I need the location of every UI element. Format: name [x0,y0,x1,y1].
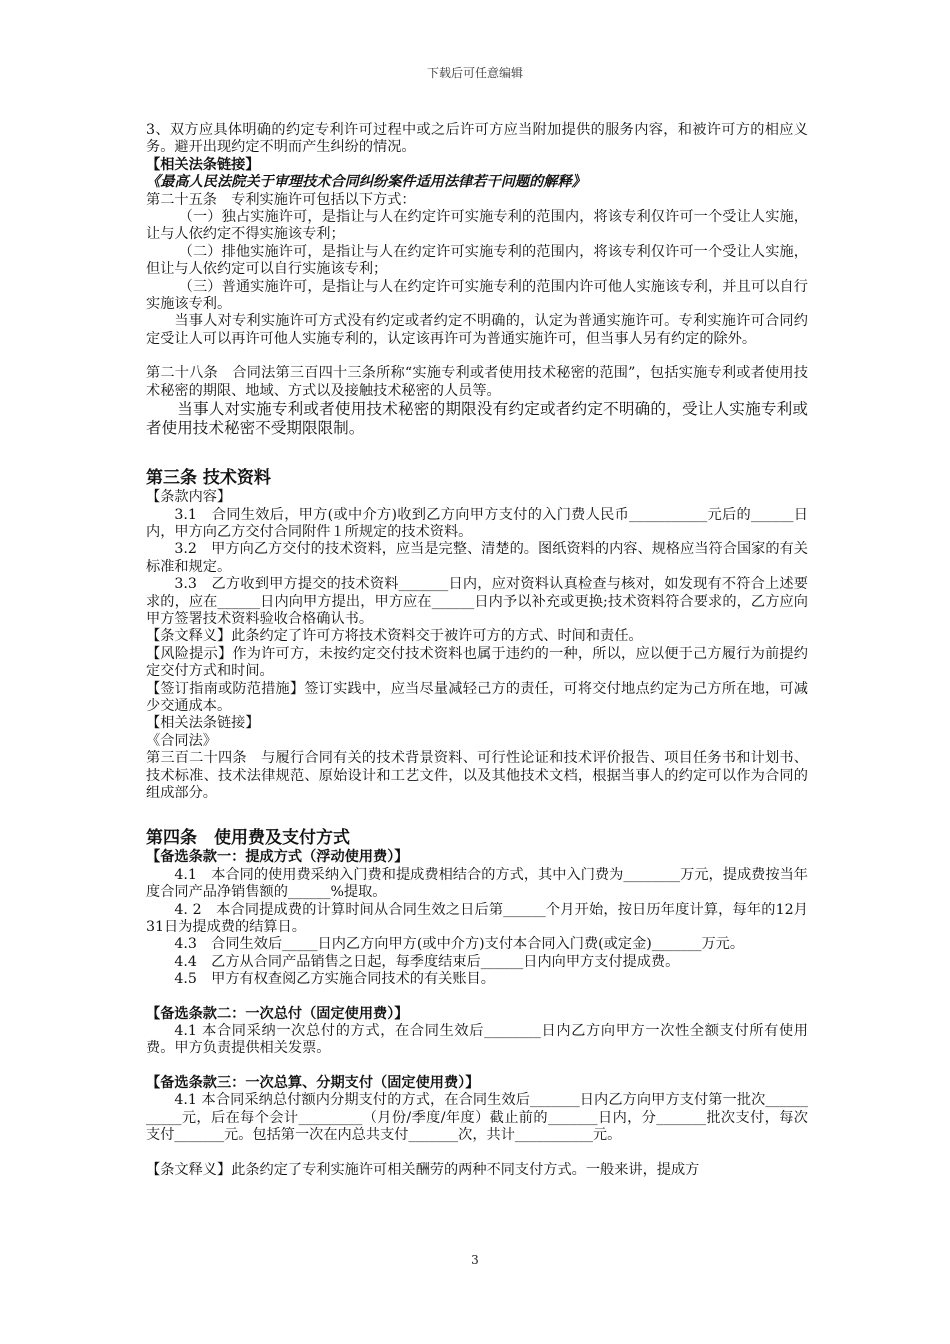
document-body [146,122,808,1179]
paragraph: 【风险提示】作为许可方，未按约定交付技术资料也属于违约的一种，所以，应以便于己方履行为前提约定交付方式和时间。 [146,645,808,680]
paragraph: 第二十五条 专利实施许可包括以下方式： [146,191,416,208]
paragraph: 当事人对专利实施许可方式没有约定或者约定不明确的，认定为普通实施许可。专利实施许可合同约定受让人可以再许可他人实施专利的，认定该再许可为普通实施许可，但当事人另有约定的除外。 [146,313,808,347]
page-number: 3 [471,1253,479,1267]
paragraph: （一）独占实施许可，是指让与人在约定许可实施专利的范围内，将该专利仅许可一个受让人实施，让与人依约定不得实施该专利； [146,209,808,243]
article-title: 第三条 技术资料 [146,468,271,489]
paragraph: 4.4 乙方从合同产品销售之日起，每季度结束后______日内向甲方支付提成费。 [174,953,680,970]
law-title: 《最高人民法院关于审理技术合同纠纷案件适用法律若干问题的解释》 [146,174,586,191]
paragraph: 3.2 甲方向乙方交付的技术资料，应当是完整、清楚的。图纸资料的内容、规格应当符合国家的有关标准和规定。 [146,541,808,575]
section-label: 【相关法条链接】 [146,715,260,732]
paragraph: 4.5 甲方有权查阅乙方实施合同技术的有关账目。 [174,971,495,988]
option-title: 【备选条款二：一次总付（固定使用费）】 [146,1005,409,1022]
paragraph: 【签订指南或防范措施】签订实践中，应当尽量减轻己方的责任，可将交付地点约定为己方所在地，可减少交通成本。 [146,680,808,714]
article-title: 第四条 使用费及支付方式 [146,828,350,849]
paragraph: 【条文释义】此条约定了许可方将技术资料交于被许可方的方式、时间和责任。 [146,628,643,645]
page-header: 下载后可任意编辑 [426,66,523,80]
paragraph: 【条文释义】此条约定了专利实施许可相关酬劳的两种不同支付方式。一般来讲，提成方 [146,1161,700,1178]
section-label: 【相关法条链接】 [146,156,260,173]
paragraph: 4.1 本合同采纳总付额内分期支付的方式，在合同生效后_______日内乙方向甲方支付第一批次___________元，后在每个会计_________（月份/季度/年度）截止前的_______日内，分_______批次支付，每次支付_______元。包括第一次在内总共支付_______次，共计___________元。 [146,1092,808,1144]
paragraph: 4.1 本合同采纳一次总付的方式，在合同生效后________日内乙方向甲方一次性全额支付所有使用费。甲方负责提供相关发票。 [146,1023,808,1057]
option-title: 【备选条款三：一次总算、分期支付（固定使用费）】 [146,1074,480,1091]
paragraph: 4. 2 本合同提成费的计算时间从合同生效之日后第______个月开始，按日历年度计算，每年的12月31日为提成费的结算日。 [146,901,808,936]
paragraph: 3.1 合同生效后，甲方(或中介方)收到乙方向甲方支付的入门费人民币___________元后的______日内，甲方向乙方交付合同附件１所规定的技术资料。 [146,506,808,540]
paragraph: 当事人对实施专利或者使用技术秘密的期限没有约定或者约定不明确的，受让人实施专利或者使用技术秘密不受期限限制。 [146,400,808,438]
paragraph: 第二十八条 合同法第三百四十三条所称“实施专利或者使用技术秘密的范围”，包括实施专利或者使用技术秘密的期限、地域、方式以及接触技术秘密的人员等。 [146,365,808,399]
option-title: 【备选条款一：提成方式（浮动使用费）】 [146,849,409,866]
paragraph: （二）排他实施许可，是指让与人在约定许可实施专利的范围内，将该专利仅许可一个受让人实施，但让与人依约定可以自行实施该专利； [146,243,808,278]
paragraph: 4.1 本合同的使用费采纳入门费和提成费相结合的方式，其中入门费为________万元，提成费按当年度合同产品净销售额的______%提取。 [146,866,808,901]
paragraph: 4.3 合同生效后_____日内乙方向甲方(或中介方)支付本合同入门费(或定金)_______万元。 [174,936,745,953]
paragraph: 3、双方应具体明确的约定专利许可过程中或之后许可方应当附加提供的服务内容，和被许可方的相应义务。避开出现约定不明而产生纠纷的情况。 [146,122,808,156]
paragraph: 第三百二十四条 与履行合同有关的技术背景资料、可行性论证和技术评价报告、项目任务书和计划书、技术标准、技术法律规范、原始设计和工艺文件，以及其他技术文档，根据当事人的约定可以作为合同的组成部分。 [146,750,808,801]
section-label: 【条款内容】 [146,489,232,506]
paragraph: （三）普通实施许可，是指让与人在约定许可实施专利的范围内许可他人实施该专利，并且可以自行实施该专利。 [146,278,808,313]
law-title: 《合同法》 [146,732,217,749]
paragraph: 3.3 乙方收到甲方提交的技术资料_______日内，应对资料认真检查与核对，如发现有不符合上述要求的，应在______日内向甲方提出，甲方应在______日内予以补充或更换;技术资料符合要求的，乙方应向甲方签署技术资料验收合格确认书。 [146,576,808,627]
